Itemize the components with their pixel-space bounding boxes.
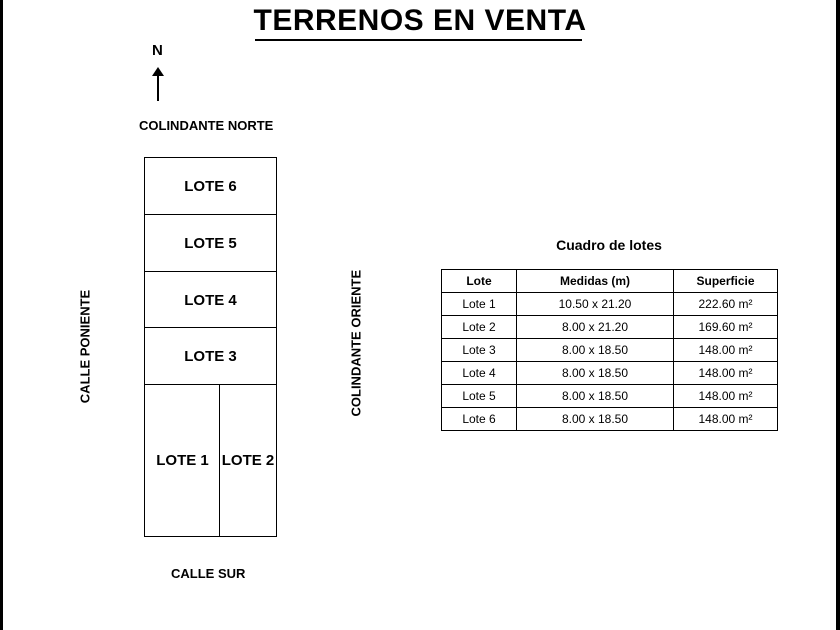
lot-6: LOTE 6: [144, 157, 277, 216]
cell-medidas: 8.00 x 18.50: [517, 385, 674, 408]
lot-1: LOTE 1: [144, 384, 221, 537]
header-lote: Lote: [442, 270, 517, 293]
cell-medidas: 10.50 x 21.20: [517, 293, 674, 316]
cell-lote: Lote 4: [442, 362, 517, 385]
boundary-south: CALLE SUR: [171, 566, 246, 581]
table-header-row: [442, 270, 778, 293]
cell-medidas: 8.00 x 18.50: [517, 408, 674, 431]
boundary-west: CALLE PONIENTE: [77, 289, 93, 404]
cell-lote: Lote 2: [442, 316, 517, 339]
table-row: [442, 385, 778, 408]
cell-superficie: 222.60 m²: [674, 293, 778, 316]
cell-medidas: 8.00 x 21.20: [517, 316, 674, 339]
header-medidas: Medidas (m): [517, 270, 674, 293]
lot-3: LOTE 3: [144, 327, 277, 386]
lot-4: LOTE 4: [144, 271, 277, 330]
cell-lote: Lote 5: [442, 385, 517, 408]
north-arrow-icon: [150, 66, 166, 102]
cell-lote: Lote 1: [442, 293, 517, 316]
cell-superficie: 148.00 m²: [674, 362, 778, 385]
boundary-north: COLINDANTE NORTE: [139, 118, 274, 133]
lot-5: LOTE 5: [144, 214, 277, 273]
lot-plan: [144, 157, 277, 537]
table-row: [442, 362, 778, 385]
north-label: N: [152, 42, 163, 59]
lot-2: LOTE 2: [219, 384, 277, 537]
cell-superficie: 148.00 m²: [674, 408, 778, 431]
cell-lote: Lote 6: [442, 408, 517, 431]
table-row: [442, 293, 778, 316]
cell-medidas: 8.00 x 18.50: [517, 339, 674, 362]
cell-lote: Lote 3: [442, 339, 517, 362]
table-row: [442, 316, 778, 339]
cell-superficie: 148.00 m²: [674, 339, 778, 362]
header-superficie: Superficie: [674, 270, 778, 293]
page-title: TERRENOS EN VENTA: [253, 4, 587, 37]
cell-superficie: 148.00 m²: [674, 385, 778, 408]
lots-table-title: Cuadro de lotes: [556, 237, 662, 253]
cell-superficie: 169.60 m²: [674, 316, 778, 339]
cell-medidas: 8.00 x 18.50: [517, 362, 674, 385]
table-row: [442, 408, 778, 431]
boundary-east: COLINDANTE ORIENTE: [348, 269, 364, 417]
table-row: [442, 339, 778, 362]
lots-table: [441, 269, 778, 431]
title-underline: [255, 39, 582, 41]
